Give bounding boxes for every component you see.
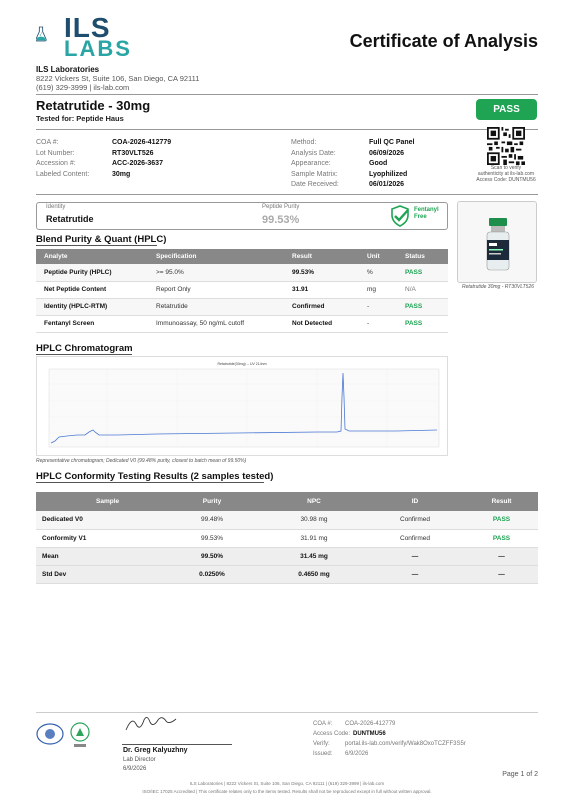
- logo-text-labs: LABS: [64, 36, 132, 61]
- table-cell: Report Only: [148, 281, 284, 298]
- table-cell: 31.45 mg: [263, 547, 365, 565]
- column-header: ID: [365, 492, 465, 511]
- detail-row: [291, 180, 415, 191]
- flask-logo-icon: [36, 12, 66, 56]
- signature-line: [122, 744, 232, 745]
- summary-box: [36, 202, 448, 230]
- status-cell: PASS: [397, 298, 448, 315]
- column-header: Result: [284, 249, 359, 264]
- vial-image: [457, 201, 537, 283]
- column-header: Unit: [359, 249, 397, 264]
- table-row: [36, 298, 448, 315]
- column-header: Specification: [148, 249, 284, 264]
- footer-info-row: [313, 719, 466, 729]
- table-cell: Confirmed: [365, 529, 465, 547]
- chromatogram-plot: [37, 357, 447, 455]
- chromatogram-section-title: HPLC Chromatogram: [36, 343, 133, 354]
- shield-check-icon: [388, 204, 412, 228]
- table-cell: 30.98 mg: [263, 511, 365, 529]
- table-cell: -: [359, 298, 397, 315]
- header-divider: [36, 94, 538, 95]
- table-row: [36, 529, 538, 547]
- detail-row: [291, 170, 415, 181]
- column-header: Result: [465, 492, 538, 511]
- table-row: [36, 281, 448, 298]
- detail-value: Full QC Panel: [369, 139, 415, 146]
- table-row: [36, 315, 448, 332]
- footer-info-label: Verify:: [313, 741, 330, 747]
- detail-value: Lyophilized: [369, 170, 408, 178]
- table-cell: Confirmed: [365, 511, 465, 529]
- footer-info-label: COA #:: [313, 721, 333, 727]
- verify-link[interactable]: portal.ils-lab.com/verify/Wak8OxoTCZFF3S5r: [345, 741, 466, 747]
- table-cell: 0.0250%: [161, 565, 263, 583]
- logo-text-ils: ILS: [64, 12, 111, 43]
- table-header-row: [36, 249, 448, 264]
- qr-caption-line: Scan to verify: [490, 165, 522, 171]
- column-header: Purity: [161, 492, 263, 511]
- table-cell: Retatrutide: [148, 298, 284, 315]
- table-cell: Dedicated V0: [36, 511, 161, 529]
- table-cell: Immunoassay, 50 ng/mL cutoff: [148, 315, 284, 332]
- detail-label: Labeled Content:: [36, 170, 90, 178]
- fentanyl-line: Fentanyl: [414, 207, 439, 213]
- qr-caption-line: authenticity at ils-lab.com: [477, 171, 535, 177]
- signer-name: Dr. Greg Kalyuzhny: [123, 747, 188, 754]
- vial-caption: Retatrutide 30mg - RT30VLT526: [461, 284, 535, 290]
- detail-row: [291, 138, 415, 149]
- detail-value: Good: [369, 160, 388, 167]
- blend-section-title: Blend Purity & Quant (HPLC): [36, 234, 167, 245]
- section-underline: [36, 245, 157, 246]
- signature-icon: [122, 714, 182, 736]
- footer-info-value: COA-2026-412779: [345, 721, 396, 727]
- footer-info-value: 6/9/2026: [345, 751, 369, 757]
- footer-line-1: ILS Laboratories | 8222 Vickers St, Suite 106, San Diego, CA 92111 | (619) 329-3999 | ils-lab.com: [189, 781, 385, 786]
- company-address: 8222 Vickers St, Suite 106, San Diego, CA 92111: [36, 74, 200, 83]
- identity-label: Identity: [46, 204, 66, 210]
- table-header-row: [36, 492, 538, 511]
- detail-value: ACC-2026-3637: [112, 160, 163, 167]
- conformity-section-title: HPLC Conformity Testing Results (2 samples tested): [36, 471, 274, 482]
- company-name: ILS Laboratories: [36, 65, 100, 74]
- vial-icon: [458, 202, 538, 284]
- table-cell: Identity (HPLC-RTM): [36, 298, 148, 315]
- product-name: Retatrutide - 30mg: [36, 98, 151, 113]
- table-cell: 31.91 mg: [263, 529, 365, 547]
- table-cell: Peptide Purity (HPLC): [36, 264, 148, 281]
- detail-label: COA #:: [36, 139, 59, 146]
- table-cell: Conformity V1: [36, 529, 161, 547]
- detail-label: Accession #:: [36, 160, 76, 167]
- detail-value: 06/09/2026: [369, 149, 405, 157]
- company-contact: (619) 329-3999 | ils-lab.com: [36, 83, 130, 92]
- fentanyl-free-label: [414, 207, 450, 221]
- purity-label: Peptide Purity: [262, 204, 300, 210]
- table-cell: mg: [359, 281, 397, 298]
- section-underline: [36, 354, 132, 355]
- footer-info-row: [313, 739, 466, 749]
- accreditation-seal-icon: [36, 718, 106, 750]
- table-cell: Net Peptide Content: [36, 281, 148, 298]
- detail-row: [36, 159, 171, 170]
- footer-info-label: Access Code:: [313, 731, 351, 737]
- footer-info: [313, 719, 466, 759]
- table-cell: %: [359, 264, 397, 281]
- signer-date: 6/9/2026: [123, 766, 147, 772]
- column-header: Status: [397, 249, 448, 264]
- table-cell: Not Detected: [284, 315, 359, 332]
- footer-line-2: ISO/IEC 17025 Accredited | This certificate relates only to the items tested. Results shall not be reproduced except in full without written approval.: [142, 789, 432, 794]
- detail-value: RT30VLT526: [112, 149, 154, 157]
- identity-value: Retatrutide: [46, 214, 94, 224]
- chart-title: Retatrutide(30mg) -- UV 214nm: [217, 362, 267, 366]
- column-header: NPC: [263, 492, 365, 511]
- blend-table: [36, 249, 448, 333]
- table-cell: —: [365, 565, 465, 583]
- qr-code-icon[interactable]: [487, 127, 525, 165]
- table-cell: 99.53%: [161, 529, 263, 547]
- page-number: Page 1 of 2: [502, 771, 538, 778]
- detail-row: [36, 149, 171, 160]
- detail-value: COA-2026-412779: [112, 139, 172, 146]
- footer-info-label: Issued:: [313, 751, 333, 757]
- detail-row: [291, 159, 415, 170]
- status-cell: PASS: [397, 315, 448, 332]
- fentanyl-line: Free: [414, 214, 427, 220]
- detail-value: 06/01/2026: [369, 181, 405, 188]
- table-row: [36, 511, 538, 529]
- conformity-table: [36, 492, 538, 584]
- table-cell: >= 95.0%: [148, 264, 284, 281]
- document-title: Certificate of Analysis: [349, 31, 538, 51]
- chromatogram-figure: [36, 356, 448, 456]
- status-cell: PASS: [465, 511, 538, 529]
- table-cell: Fentanyl Screen: [36, 315, 148, 332]
- footer-info-row: [313, 749, 466, 759]
- detail-label: Method:: [291, 139, 317, 146]
- detail-row: [36, 138, 171, 149]
- detail-label: Sample Matrix:: [291, 170, 338, 178]
- table-cell: 99.48%: [161, 511, 263, 529]
- table-cell: Std Dev: [36, 565, 161, 583]
- status-cell: N/A: [397, 281, 448, 298]
- footer-info-row: [313, 729, 466, 739]
- status-cell: PASS: [397, 264, 448, 281]
- signer-details: [123, 756, 156, 774]
- column-header: Analyte: [36, 249, 148, 264]
- details-right: [291, 138, 415, 191]
- purity-value: 99.53%: [262, 214, 300, 226]
- table-cell: Mean: [36, 547, 161, 565]
- product-divider: [36, 129, 538, 130]
- status-cell: PASS: [465, 529, 538, 547]
- chromatogram-caption: Representative chromatogram; Dedicated V0 (99.48% purity, closest to batch mean of 99.50%): [36, 458, 247, 464]
- table-row: [36, 264, 448, 281]
- details-divider: [36, 194, 538, 195]
- detail-row: [291, 149, 415, 160]
- pass-badge: PASS: [476, 99, 537, 120]
- detail-label: Appearance:: [291, 160, 331, 167]
- table-cell: 99.50%: [161, 547, 263, 565]
- details-left: [36, 138, 171, 180]
- detail-row: [36, 170, 171, 181]
- table-cell: Confirmed: [284, 298, 359, 315]
- detail-label: Date Received:: [291, 181, 339, 188]
- table-row: [36, 565, 538, 583]
- detail-label: Analysis Date:: [291, 149, 336, 157]
- detail-value: 30mg: [112, 170, 131, 178]
- qr-caption-line: Access Code: DUNTMU56: [476, 177, 536, 183]
- qr-caption: [470, 165, 542, 183]
- section-underline: [36, 482, 264, 483]
- column-header: Sample: [36, 492, 161, 511]
- signer-title: Lab Director: [123, 757, 156, 763]
- footer-divider: [36, 712, 538, 713]
- company-block: [36, 65, 199, 92]
- table-cell: —: [465, 547, 538, 565]
- table-cell: —: [465, 565, 538, 583]
- footer-info-value: DUNTMU56: [353, 731, 386, 737]
- table-cell: 99.53%: [284, 264, 359, 281]
- table-cell: —: [365, 547, 465, 565]
- table-cell: 0.4650 mg: [263, 565, 365, 583]
- table-cell: -: [359, 315, 397, 332]
- tested-for: Tested for: Peptide Haus: [36, 114, 124, 123]
- table-cell: 31.91: [284, 281, 359, 298]
- table-row: [36, 547, 538, 565]
- detail-label: Lot Number:: [36, 149, 75, 157]
